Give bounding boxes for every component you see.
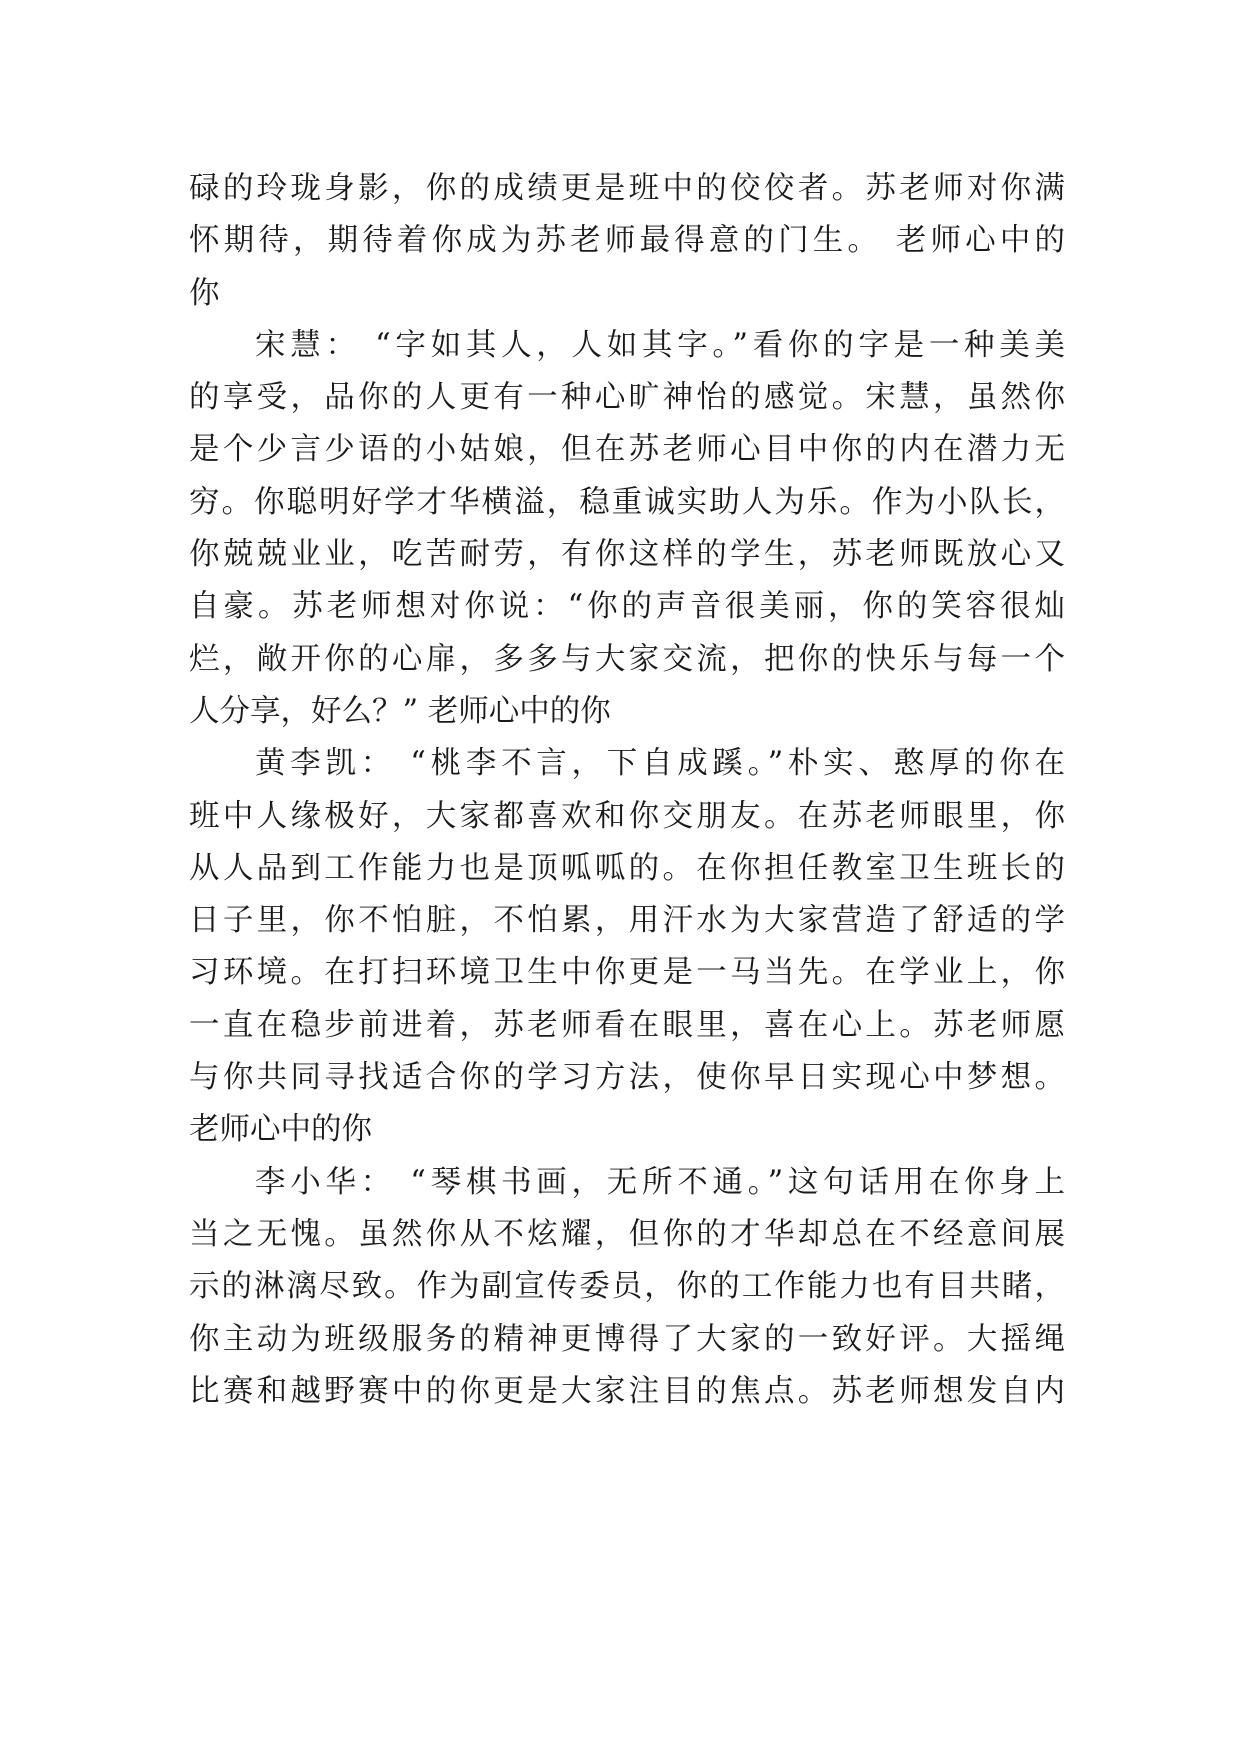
paragraph-first-line: 宋慧： “字如其人，人如其字。”看你的字是一种美美 (255, 327, 1065, 363)
text-line: 是个少言少语的小姑娘，但在苏老师心目中你的内在潜力无 (189, 432, 1065, 468)
text-line: 你主动为班级服务的精神更博得了大家的一致好评。大摇绳 (189, 1321, 1065, 1357)
text-line: 老师心中的你 (189, 1112, 372, 1148)
paragraph-first-line: 李小华： “琴棋书画，无所不通。”这句话用在你身上 (255, 1164, 1065, 1200)
text-line: 穷。你聪明好学才华横溢，稳重诚实助人为乐。作为小队长， (189, 484, 1065, 520)
text-line: 怀期待，期待着你成为苏老师最得意的门生。 老师心中的 (189, 223, 1065, 259)
text-line: 日子里，你不怕脏，不怕累，用汗水为大家营造了舒适的学 (189, 903, 1065, 939)
text-line: 示的淋漓尽致。作为副宣传委员，你的工作能力也有目共睹， (189, 1269, 1065, 1305)
text-line: 与你共同寻找适合你的学习方法，使你早日实现心中梦想。 (189, 1060, 1065, 1096)
text-line: 从人品到工作能力也是顶呱呱的。在你担任教室卫生班长的 (189, 850, 1065, 886)
text-line: 班中人缘极好，大家都喜欢和你交朋友。在苏老师眼里，你 (189, 798, 1065, 834)
text-line: 当之无愧。虽然你从不炫耀，但你的才华却总在不经意间展 (189, 1216, 1065, 1252)
text-line: 烂，敞开你的心扉，多多与大家交流，把你的快乐与每一个 (189, 641, 1065, 677)
text-line: 你兢兢业业，吃苦耐劳，有你这样的学生，苏老师既放心又 (189, 537, 1065, 573)
text-line: 你 (189, 275, 220, 311)
text-line: 比赛和越野赛中的你更是大家注目的焦点。苏老师想发自内 (189, 1373, 1065, 1409)
text-line: 人分享，好么？” 老师心中的你 (189, 693, 611, 729)
text-line: 碌的玲珑身影，你的成绩更是班中的佼佼者。苏老师对你满 (189, 171, 1065, 206)
text-line: 的享受，品你的人更有一种心旷神怡的感觉。宋慧，虽然你 (189, 380, 1065, 416)
text-line: 一直在稳步前进着，苏老师看在眼里，喜在心上。苏老师愿 (189, 1007, 1065, 1043)
text-line: 习环境。在打扫环境卫生中你更是一马当先。在学业上，你 (189, 955, 1065, 991)
document-body (189, 163, 1065, 1418)
text-line: 自豪。苏老师想对你说：“你的声音很美丽，你的笑容很灿 (189, 589, 1065, 625)
paragraph-first-line: 黄李凯： “桃李不言，下自成蹊。”朴实、憨厚的你在 (255, 746, 1065, 782)
